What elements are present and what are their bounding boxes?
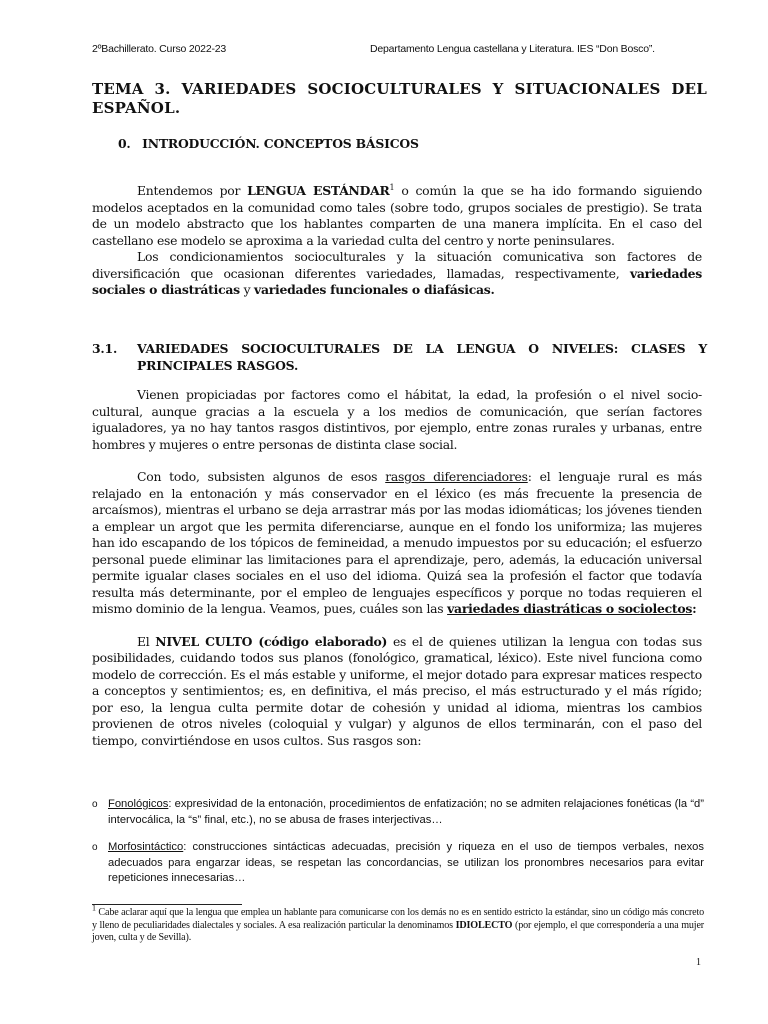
- intro-p2-text-b: y: [239, 282, 255, 297]
- footnote-marker: 1: [92, 903, 96, 913]
- section-3-1-heading: [92, 340, 707, 374]
- bullet-circle-icon: o: [92, 842, 98, 853]
- list-item-label: Fonológicos: [108, 798, 169, 810]
- intro-p1-text-b: o común la que se ha ido formando siguiendo modelos aceptados en la comunidad como tales (sobre todo, grupos sociales de prestigio). Se trata de un modelo abstracto que los hablantes comparten de una manera implícita. En el caso del castellano ese modelo se aproxima a la variedad culta del centro y norte peninsulares.: [92, 183, 703, 248]
- section-3-1-body: [92, 387, 702, 749]
- list-item: [92, 840, 704, 887]
- footnote: [92, 903, 704, 945]
- term-lengua-estandar: LENGUA ESTÁNDAR: [247, 183, 390, 198]
- term-rasgos-diferenciadores: rasgos diferenciadores: [385, 469, 528, 484]
- intro-p1-text-a: Entendemos por: [137, 183, 248, 198]
- section-3-1-title: VARIEDADES SOCIOCULTURALES DE LA LENGUA O NIVELES: CLASES Y PRINCIPALES RASGOS.: [137, 341, 707, 373]
- s31-p3-text-b: es el de quienes utilizan la lengua con todas sus posibilidades, cuidando todos sus planos (fonológico, gramatical, léxico). Este nivel funciona como modelo de corrección. Es el más estable y uniforme, el mejor dotado para expresar matices respecto a conceptos y sentimientos; es, en definitiva, el más preciso, el más estructurado y el más rígido; por eso, la lengua culta permite dotar de cohesión y unidad al idioma, mientras los cambios provienen de otros niveles (coloquial y vulgar) y algunos de ellos terminarán, con el paso del tiempo, convirtiéndose en usos cultos. Sus rasgos son:: [92, 633, 702, 748]
- page-number: 1: [696, 957, 701, 968]
- term-variedades-diafasicas: variedades funcionales o diafásicas.: [254, 282, 495, 297]
- s31-p3-text-a: El: [137, 633, 156, 649]
- intro-paragraph-2: [92, 249, 702, 299]
- intro-paragraph-1: [92, 183, 702, 249]
- list-item-desc: : expresividad de la entonación, procedimientos de enfatización; no se admiten relajaciones fonéticas (la “d” intervocálica, la “s” final, etc.), no se abusa de frases interjectivas…: [108, 798, 704, 826]
- list-item-desc: : construcciones sintácticas adecuadas, precisión y riqueza en el uso de tiempos verbales, nexos adecuados para engarzar ideas, se respetan las concordancias, se utilizan los pronombres necesarios para evitar repeticiones innecesarias…: [108, 841, 704, 884]
- section-0-number: 0.: [118, 136, 131, 151]
- s31-paragraph-1: Vienen propiciadas por factores como el hábitat, la edad, la profesión o el nivel socio-cultural, aunque gracias a la escuela y a los medios de comunicación, que serían factores igualadores, ya no hay tantos rasgos distintivos, por ejemplo, entre zonas rurales y urbanas, entre hombres y mujeres o entre personas de distinta clase social.: [92, 387, 702, 452]
- footnote-divider: [92, 904, 242, 905]
- intro-p2-text-a: Los condicionamientos socioculturales y la situación comunicativa son factores de diversificación que ocasionan diferentes variedades, llamadas, respectivamente,: [92, 249, 702, 281]
- term-sociolectos: variedades diastráticas o sociolectos: [447, 601, 693, 616]
- footnote-text-a: Cabe aclarar aquí que la lengua que emplea un hablante para comunicarse con los demás no es en sentido estricto la estándar, sino un código más concreto y lleno de peculiaridades dialectales y sociales. A esa realización particular la denominamos: [92, 907, 704, 931]
- footnote-text-b: (por ejemplo, el que correspondería a una mujer joven, culta y de Sevilla).: [92, 919, 704, 943]
- s31-p2-text-b: : el lenguaje rural es más relajado en la entonación y más conservador en el léxico (es más frecuente la presencia de arcaísmos), mientras el urbano se deja arrastrar más por las modas idiomáticas; los jóvenes tienden a emplear un argot que les permita diferenciarse, aunque en el fondo los uniformiza; las mujeres han ido escapando de los tópicos de femineidad, a menudo impuestos por su educación; el esfuerzo personal puede eliminar las limitaciones para el aprendizaje, pero, además, la educación universal permite igualar clases sociales en el uso del idioma. Quizá sea la profesión el factor que todavía resulta más determinante, por el empleo de lenguajes específicos y porque no todas requieren el mismo dominio de la lengua. Veamos, pues, cuáles son las: [92, 469, 703, 616]
- footnote-ref: 1: [389, 182, 395, 192]
- list-item-text: [108, 797, 704, 828]
- s31-p2-text-a: Con todo, subsisten algunos de esos: [137, 469, 386, 484]
- list-item-text: [108, 840, 704, 887]
- s31-paragraph-2: [92, 469, 702, 618]
- s31-p2-colon: :: [692, 601, 697, 616]
- term-variedades-diastraticas: variedades sociales o diastráticas: [92, 265, 702, 297]
- section-0-title: INTRODUCCIÓN. CONCEPTOS BÁSICOS: [142, 136, 419, 151]
- page-title: TEMA 3. VARIEDADES SOCIOCULTURALES Y SITUACIONALES DEL ESPAÑOL.: [92, 80, 707, 117]
- header-course: 2ºBachillerato. Curso 2022-23: [92, 43, 227, 55]
- section-0-heading: [118, 136, 419, 151]
- intro-block: [92, 183, 702, 299]
- section-3-1-number: 3.1.: [92, 341, 118, 356]
- term-idiolecto: IDIOLECTO: [455, 919, 513, 931]
- bullet-circle-icon: o: [92, 799, 98, 810]
- term-nivel-culto: NIVEL CULTO (código elaborado): [155, 633, 388, 649]
- list-item-label: Morfosintáctico: [108, 841, 184, 853]
- s31-paragraph-3: [92, 634, 702, 750]
- header-department: Departamento Lengua castellana y Literatura. IES “Don Bosco”.: [370, 43, 655, 55]
- list-item: [92, 797, 704, 828]
- culto-features-list: [92, 797, 704, 887]
